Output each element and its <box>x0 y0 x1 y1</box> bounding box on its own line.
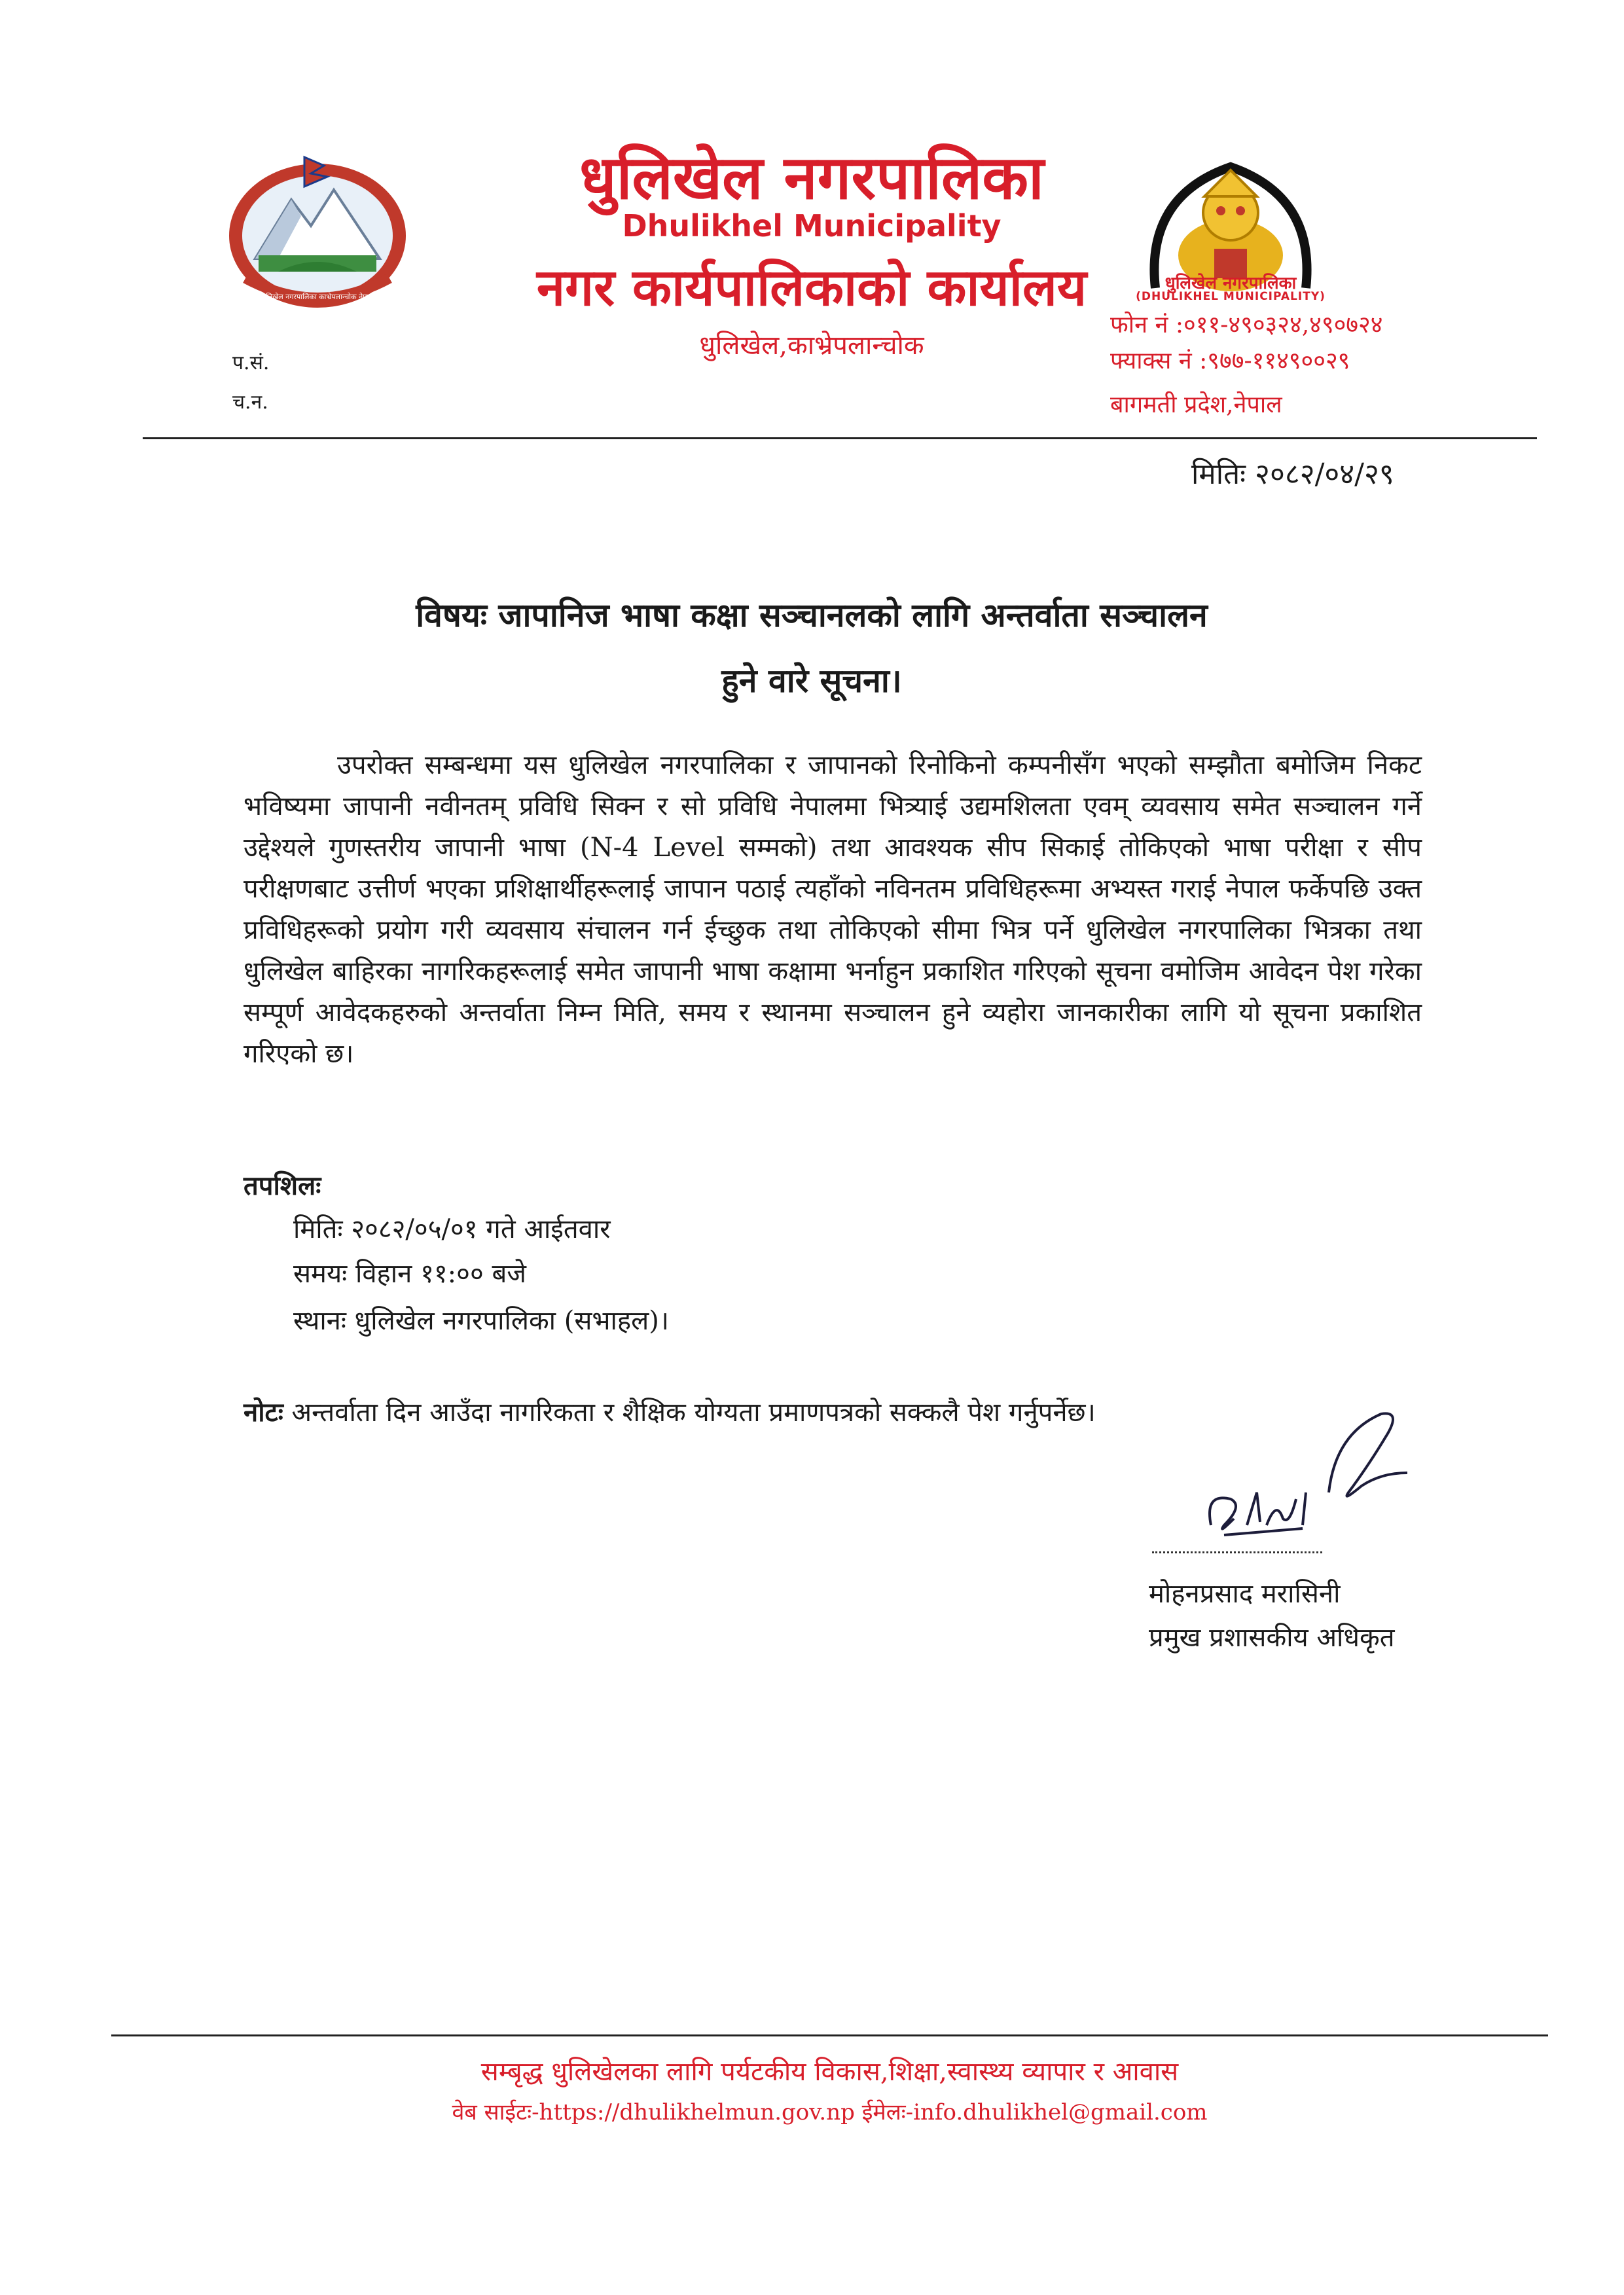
emblem-left-caption: धुलिखेल नगरपालिका काभ्रेपलान्चोक नेपाल <box>261 293 374 301</box>
logo-text-np: धुलिखेल नगरपालिका <box>1164 274 1297 293</box>
reference-cn: च.न. <box>232 391 268 414</box>
header-divider <box>143 437 1537 439</box>
notice-body: उपरोक्त सम्बन्धमा यस धुलिखेल नगरपालिका र जापानको रिनोकिनो कम्पनीसँग भएको सम्झौता बमोजिम निकट भविष्यमा जापानी नवीनतम् प्रविधि सिक्न र सो प्रविधि नेपालमा भित्र्याई उद्यमशिलता एवम् व्यवसाय समेत सञ्चालन गर्ने उद्देश्यले गुणस्तरीय जापानी भाषा (N-4 Level सम्मको) तथा आवश्यक सीप सिकाई तोकिएको भाषा परीक्षा र सीप परीक्षणबाट उत्तीर्ण भएका प्रशिक्षार्थीहरूलाई जापान पठाई त्यहाँको नविनतम प्रविधिहरूमा अभ्यस्त गराई नेपाल फर्केपछि उक्त प्रविधिहरूको प्रयोग गरी व्यवसाय संचालन गर्न ईच्छुक तथा तोकिएको सीमा भित्र पर्ने धुलिखेल नगरपालिका भित्रका तथा धुलिखेल बाहिरका नागरिकहरूलाई समेत जापानी भाषा कक्षामा भर्नाहुन प्रकाशित गरिएको सूचना वमोजिम आवेदन पेश गरेका सम्पूर्ण आवेदकहरुको अन्तर्वाता निम्न मिति, समय र स्थानमा सञ्चालन हुने व्यहोरा जानकारीका लागि यो सूचना प्रकाशित गरिएको छ। <box>244 750 1422 1069</box>
signature-line <box>1152 1551 1322 1553</box>
fax-number: फ्याक्स नं :९७७-११४९००२९ <box>1110 348 1350 374</box>
issue-date: मितिः २०८२/०४/२९ <box>1191 458 1394 491</box>
interview-time: समयः विहान ११:०० बजे <box>293 1259 526 1289</box>
footer-divider <box>111 2034 1548 2036</box>
signature-icon <box>1185 1394 1434 1558</box>
signer-title: प्रमुख प्रशासकीय अधिकृत <box>1149 1623 1395 1653</box>
reference-ps: प.सं. <box>232 352 270 374</box>
footer-tagline: सम्बृद्ध धुलिखेलका लागि पर्यटकीय विकास,शिक्षा,स्वास्थ्य व्यापार र आवास <box>480 2057 1179 2087</box>
interview-date: मितिः २०८२/०५/०१ गते आईतवार <box>293 1214 611 1244</box>
subject-line-2: हुने वारे सूचना। <box>721 661 902 700</box>
office-name: नगर कार्यपालिकाको कार्यालय <box>536 258 1087 317</box>
footer-contact: वेब साईटः-https://dhulikhelmun.gov.np ईमेलः-info.dhulikhel@gmail.com <box>452 2099 1208 2125</box>
note-label: नोटः <box>244 1397 283 1428</box>
details-label: तपशिलः <box>244 1170 321 1201</box>
signer-name: मोहनप्रसाद मरासिनी <box>1149 1579 1341 1609</box>
note <box>244 1393 1096 1429</box>
logo-text-en: (DHULIKHEL MUNICIPALITY) <box>1136 290 1326 303</box>
subject-line-1: विषयः जापानिज भाषा कक्षा सञ्चानलको लागि अन्तर्वाता सञ्चालन <box>416 596 1208 634</box>
province: बागमती प्रदेश,नेपाल <box>1110 391 1282 418</box>
org-name-en: Dhulikhel Municipality <box>622 208 1001 244</box>
org-name-np: धुलिखेल नगरपालिका <box>579 142 1044 213</box>
interview-place: स्थानः धुलिखेल नगरपालिका (सभाहल)। <box>293 1306 669 1336</box>
subject <box>196 583 1427 714</box>
phone-number: फोन नं :०११-४९०३२४,४९०७२४ <box>1110 312 1383 338</box>
note-text: अन्तर्वाता दिन आउँदा नागरिकता र शैक्षिक योग्यता प्रमाणपत्रको सक्कलै पेश गर्नुपर्नेछ। <box>291 1398 1096 1428</box>
office-address: धुलिखेल,काभ्रेपलान्चोक <box>699 331 924 361</box>
